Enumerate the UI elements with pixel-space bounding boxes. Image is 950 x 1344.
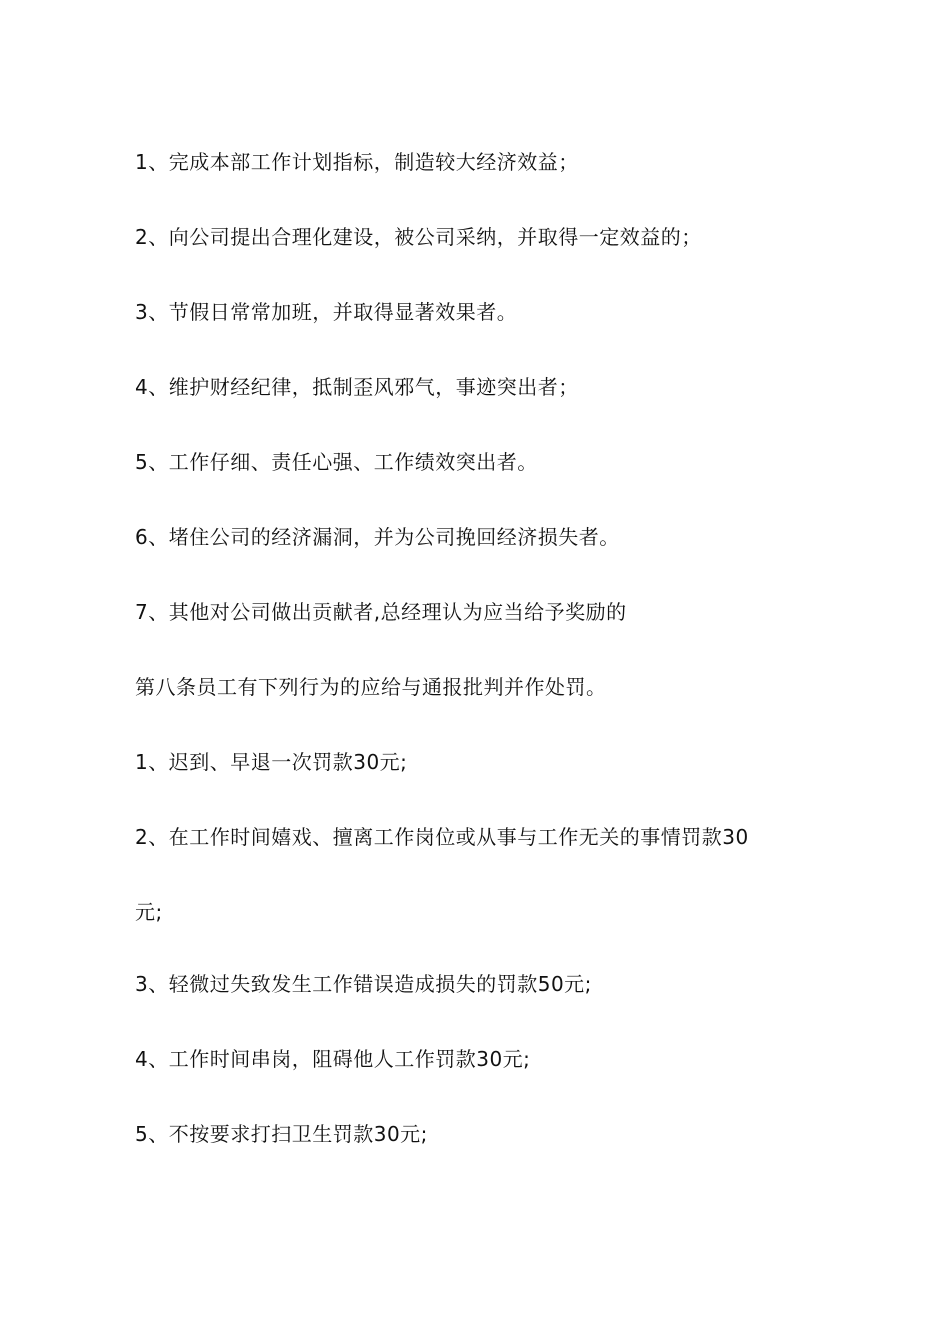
reward-item-7: 7、其他对公司做出贡献者,总经理认为应当给予奖励的 <box>135 600 627 624</box>
penalty-item-1: 1、迟到、早退一次罚款30元; <box>135 750 408 774</box>
article-eight-heading: 第八条员工有下列行为的应给与通报批判并作处罚。 <box>135 675 607 699</box>
penalty-item-2: 2、在工作时间嬉戏、擅离工作岗位或从事与工作无关的事情罚款30 <box>135 825 749 849</box>
reward-item-3: 3、节假日常常加班，并取得显著效果者。 <box>135 300 518 324</box>
penalty-item-4: 4、工作时间串岗，阻碍他人工作罚款30元; <box>135 1047 531 1071</box>
reward-item-5: 5、工作仔细、责任心强、工作绩效突出者。 <box>135 450 538 474</box>
penalty-item-3: 3、轻微过失致发生工作错误造成损失的罚款50元; <box>135 972 592 996</box>
reward-item-2: 2、向公司提出合理化建设，被公司采纳，并取得一定效益的； <box>135 225 702 249</box>
reward-item-4: 4、维护财经纪律，抵制歪风邪气，事迹突出者； <box>135 375 579 399</box>
reward-item-6: 6、堵住公司的经济漏洞，并为公司挽回经济损失者。 <box>135 525 620 549</box>
penalty-item-2-continued: 元; <box>135 900 163 924</box>
reward-item-1: 1、完成本部工作计划指标，制造较大经济效益； <box>135 150 579 174</box>
penalty-item-5: 5、不按要求打扫卫生罚款30元; <box>135 1122 428 1146</box>
